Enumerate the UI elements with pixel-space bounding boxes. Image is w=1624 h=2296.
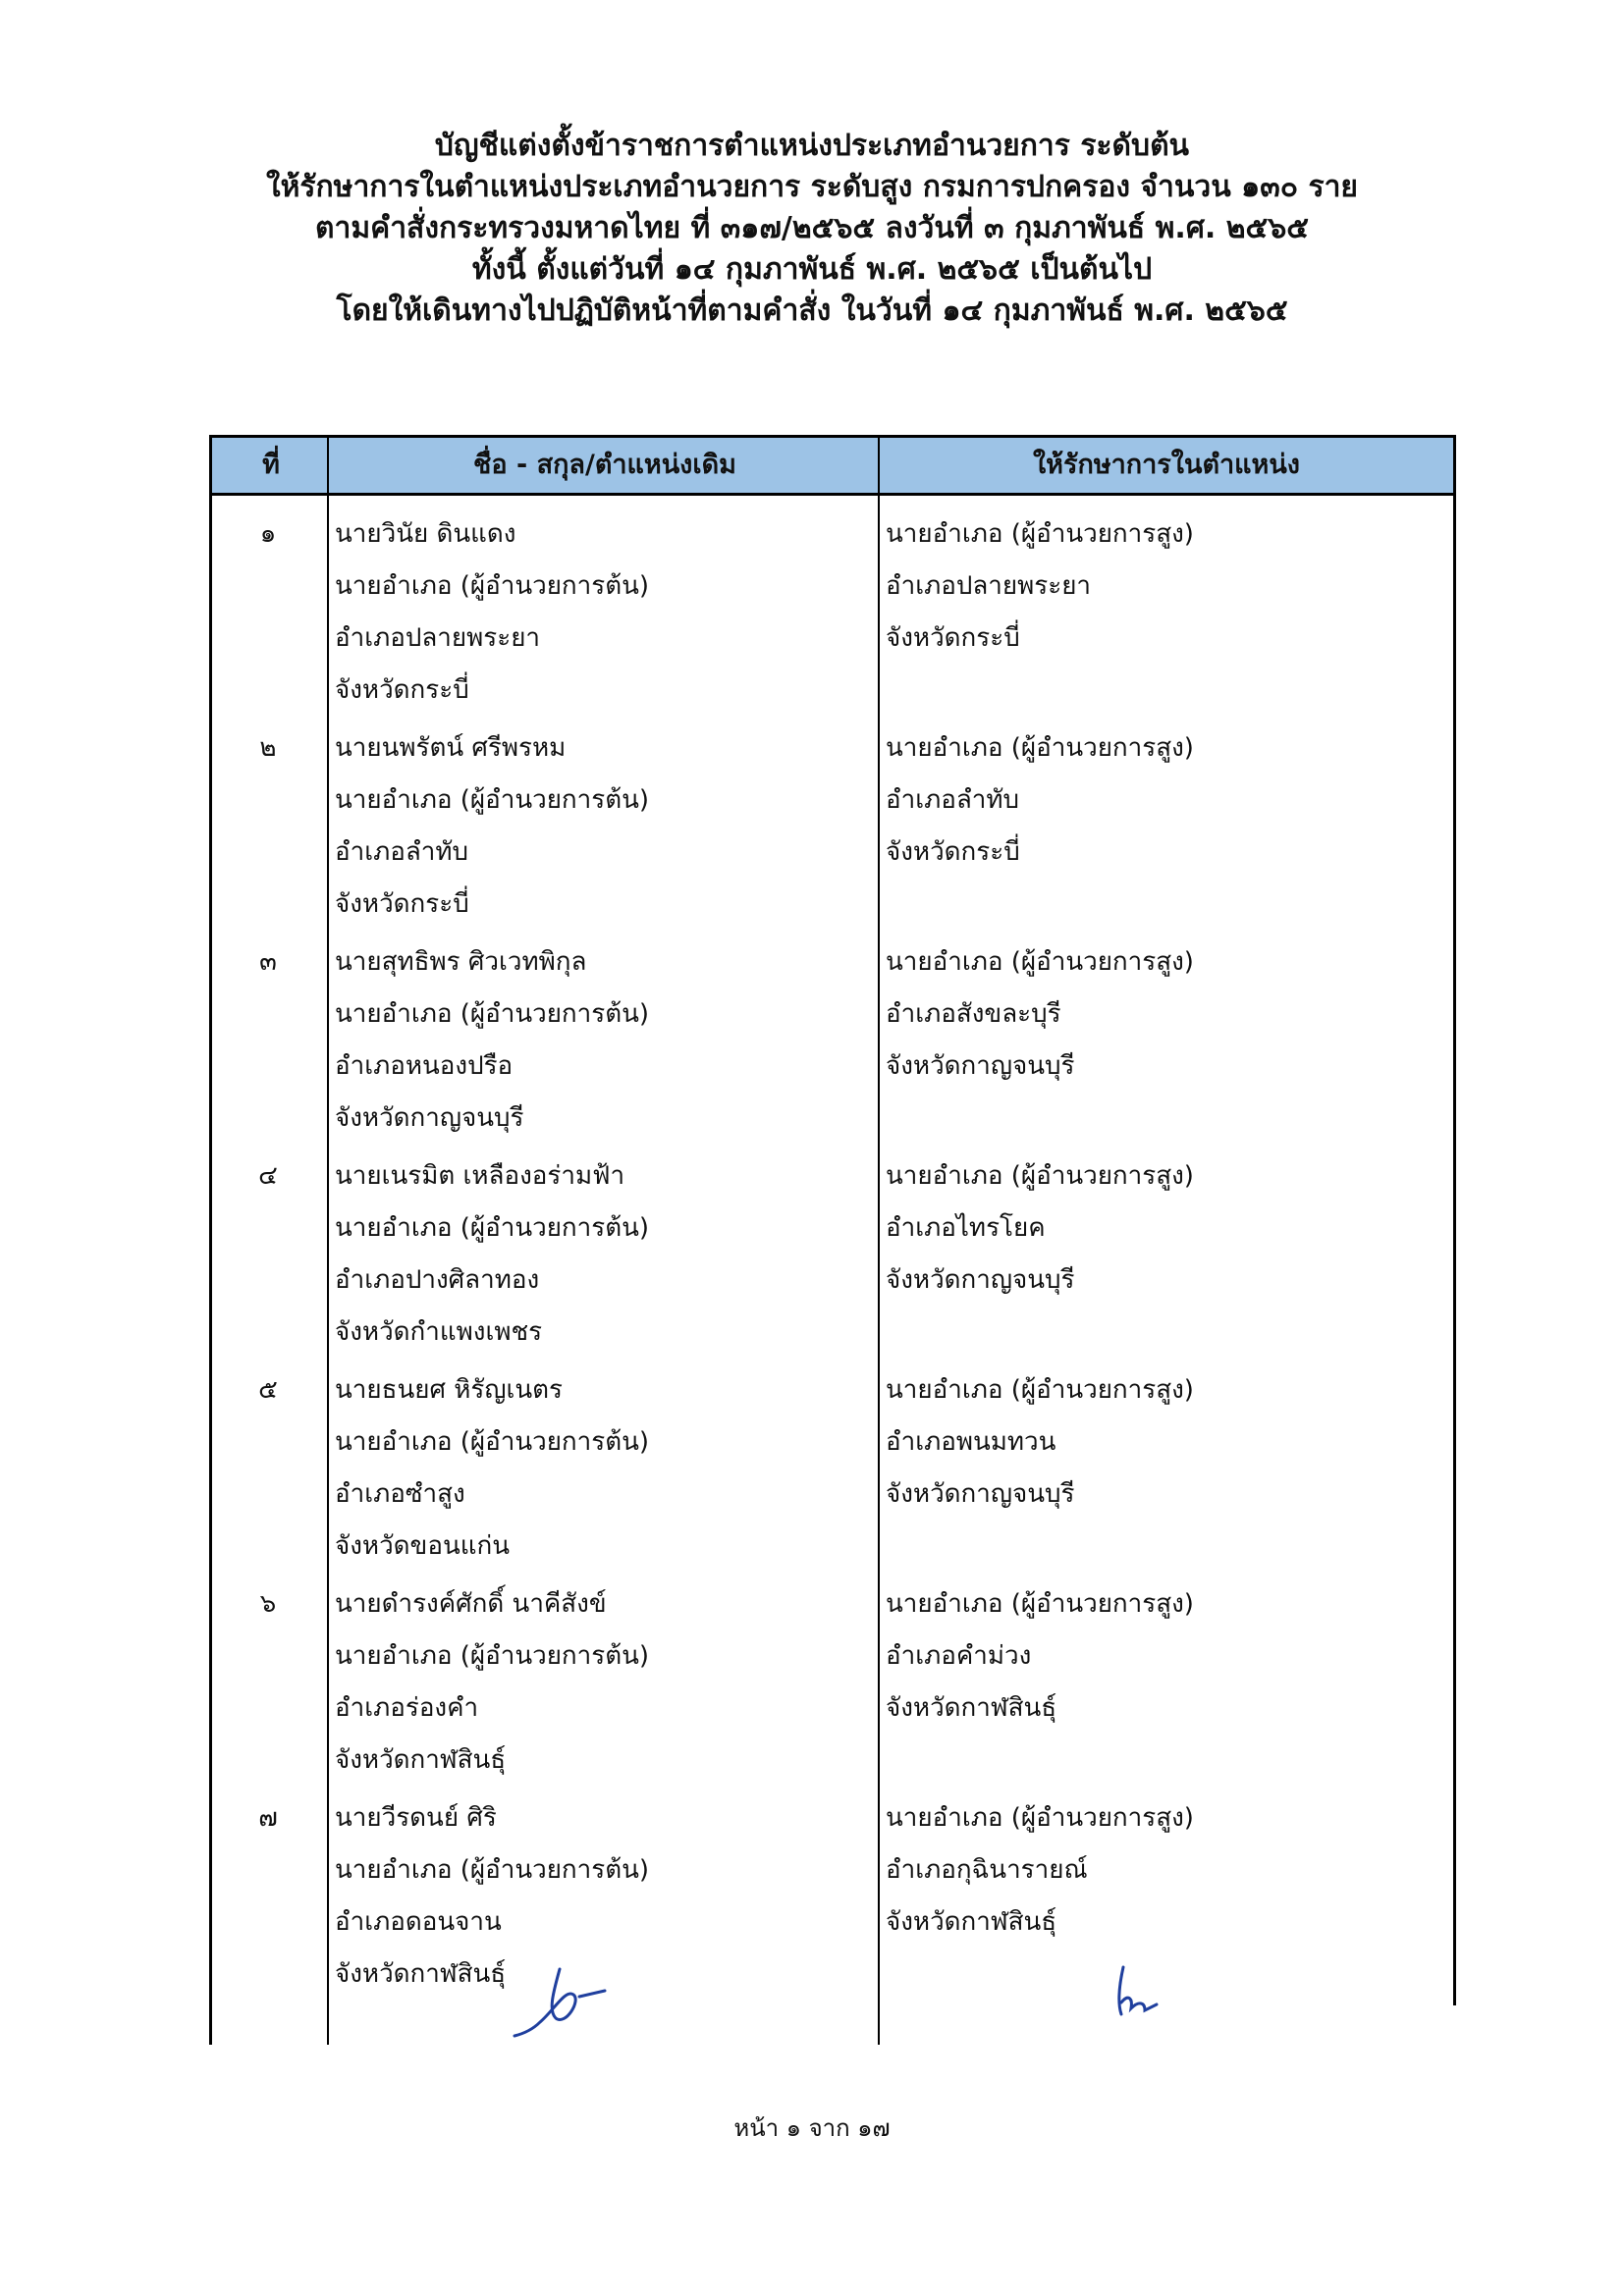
acting-position: นายอำเภอ (ผู้อำนวยการสูง): [886, 1375, 1194, 1405]
old-position: นายอำเภอ (ผู้อำนวยการต้น): [335, 1855, 650, 1885]
acting-position: นายอำเภอ (ผู้อำนวยการสูง): [886, 519, 1194, 549]
page-number: หน้า ๑ จาก ๑๗: [733, 2114, 891, 2142]
row-number: ๗: [258, 1803, 278, 1833]
row-number: ๑: [259, 519, 277, 549]
signature-right: [1110, 1963, 1178, 2022]
heading-line-4: ทั้งนี้ ตั้งแต่วันที่ ๑๔ กุมภาพันธ์ พ.ศ. ๒๕๖๕ เป็นต้นไป: [471, 252, 1153, 287]
old-province: จังหวัดกาฬสินธุ์: [335, 1959, 507, 1989]
heading-line-3: ตามคำสั่งกระทรวงมหาดไทย ที่ ๓๑๗/๒๕๖๕ ลงวันที่ ๓ กุมภาพันธ์ พ.ศ. ๒๕๖๕: [315, 211, 1309, 245]
header-number: ที่: [262, 450, 280, 480]
table-row: [209, 1150, 1456, 1364]
old-position: นายอำเภอ (ผู้อำนวยการต้น): [335, 785, 650, 815]
old-district: อำเภอดอนจาน: [335, 1907, 502, 1937]
person-name: นายวินัย ดินแดง: [335, 519, 516, 549]
acting-province: จังหวัดกาฬสินธุ์: [886, 1907, 1057, 1937]
acting-province: จังหวัดกาญจนบุรี: [886, 1265, 1075, 1295]
acting-district: อำเภอลำทับ: [886, 785, 1020, 815]
acting-district: อำเภอปลายพระยา: [886, 571, 1092, 601]
header-name-old-position: ชื่อ - สกุล/ตำแหน่งเดิม: [473, 450, 736, 480]
old-province: จังหวัดกระบี่: [335, 889, 469, 919]
table-header-row: [209, 435, 1456, 496]
acting-position-cell: [886, 1150, 1445, 1307]
row-number: ๕: [258, 1375, 278, 1405]
person-name: นายนพรัตน์ ศรีพรหม: [335, 733, 567, 763]
acting-province: จังหวัดกระบี่: [886, 837, 1020, 867]
old-position-cell: [335, 508, 870, 717]
signature-left: [511, 1961, 619, 2040]
acting-district: อำเภอพนมทวน: [886, 1427, 1056, 1457]
row-number: ๒: [259, 733, 277, 763]
acting-position-cell: [886, 722, 1445, 879]
acting-position-cell: [886, 1792, 1445, 1949]
acting-province: จังหวัดกาญจนบุรี: [886, 1479, 1075, 1509]
old-position-cell: [335, 1364, 870, 1573]
person-name: นายธนยศ หิรัญเนตร: [335, 1375, 564, 1405]
acting-position: นายอำเภอ (ผู้อำนวยการสูง): [886, 947, 1194, 977]
heading-line-5: โดยให้เดินทางไปปฏิบัติหน้าที่ตามคำสั่ง ในวันที่ ๑๔ กุมภาพันธ์ พ.ศ. ๒๕๖๕: [336, 294, 1288, 328]
old-position-cell: [335, 722, 870, 931]
document-heading: [0, 126, 1624, 332]
old-district: อำเภอลำทับ: [335, 837, 469, 867]
table-row: [209, 722, 1456, 936]
acting-province: จังหวัดกาญจนบุรี: [886, 1051, 1075, 1081]
acting-position: นายอำเภอ (ผู้อำนวยการสูง): [886, 1589, 1194, 1619]
acting-district: อำเภอสังขละบุรี: [886, 999, 1061, 1029]
acting-province: จังหวัดกาฬสินธุ์: [886, 1693, 1057, 1723]
acting-district: อำเภอคำม่วง: [886, 1641, 1032, 1671]
person-name: นายดำรงค์ศักดิ์ นาคีสังข์: [335, 1589, 607, 1619]
acting-district: อำเภอไทรโยค: [886, 1213, 1046, 1243]
old-province: จังหวัดขอนแก่น: [335, 1531, 510, 1561]
old-position-cell: [335, 936, 870, 1145]
acting-position-cell: [886, 1578, 1445, 1735]
old-position: นายอำเภอ (ผู้อำนวยการต้น): [335, 571, 650, 601]
acting-position-cell: [886, 508, 1445, 665]
old-province: จังหวัดกระบี่: [335, 675, 469, 705]
table-row: [209, 508, 1456, 722]
row-number: ๓: [259, 947, 277, 977]
table-row: [209, 1578, 1456, 1792]
old-position-cell: [335, 1578, 870, 1787]
acting-position: นายอำเภอ (ผู้อำนวยการสูง): [886, 1803, 1194, 1833]
old-district: อำเภอปางศิลาทอง: [335, 1265, 540, 1295]
old-position: นายอำเภอ (ผู้อำนวยการต้น): [335, 1641, 650, 1671]
table-row: [209, 936, 1456, 1150]
table-row: [209, 1792, 1456, 2006]
person-name: นายเนรมิต เหลืองอร่ามฟ้า: [335, 1161, 625, 1191]
acting-position: นายอำเภอ (ผู้อำนวยการสูง): [886, 733, 1194, 763]
acting-district: อำเภอกุฉินารายณ์: [886, 1855, 1088, 1885]
old-position-cell: [335, 1150, 870, 1359]
old-district: อำเภอร่องคำ: [335, 1693, 479, 1723]
person-name: นายวีรดนย์ ศิริ: [335, 1803, 497, 1833]
acting-position: นายอำเภอ (ผู้อำนวยการสูง): [886, 1161, 1194, 1191]
old-position: นายอำเภอ (ผู้อำนวยการต้น): [335, 1427, 650, 1457]
acting-position-cell: [886, 936, 1445, 1093]
old-district: อำเภอปลายพระยา: [335, 623, 541, 653]
old-position: นายอำเภอ (ผู้อำนวยการต้น): [335, 1213, 650, 1243]
table-row: [209, 1364, 1456, 1578]
old-district: อำเภอซำสูง: [335, 1479, 465, 1509]
appointment-table: [209, 435, 1456, 2045]
old-district: อำเภอหนองปรือ: [335, 1051, 514, 1081]
old-province: จังหวัดกำแพงเพชร: [335, 1317, 543, 1347]
old-province: จังหวัดกาฬสินธุ์: [335, 1745, 507, 1775]
acting-province: จังหวัดกระบี่: [886, 623, 1020, 653]
person-name: นายสุทธิพร ศิวเวทพิกุล: [335, 947, 587, 977]
row-number: ๖: [259, 1589, 277, 1619]
heading-line-2: ให้รักษาการในตำแหน่งประเภทอำนวยการ ระดับสูง กรมการปกครอง จำนวน ๑๓๐ ราย: [265, 170, 1359, 204]
row-number: ๔: [258, 1161, 278, 1191]
header-acting-position: ให้รักษาการในตำแหน่ง: [1033, 450, 1300, 480]
heading-line-1: บัญชีแต่งตั้งข้าราชการตำแหน่งประเภทอำนวยการ ระดับต้น: [434, 129, 1190, 163]
acting-position-cell: [886, 1364, 1445, 1521]
old-position: นายอำเภอ (ผู้อำนวยการต้น): [335, 999, 650, 1029]
old-province: จังหวัดกาญจนบุรี: [335, 1103, 524, 1133]
